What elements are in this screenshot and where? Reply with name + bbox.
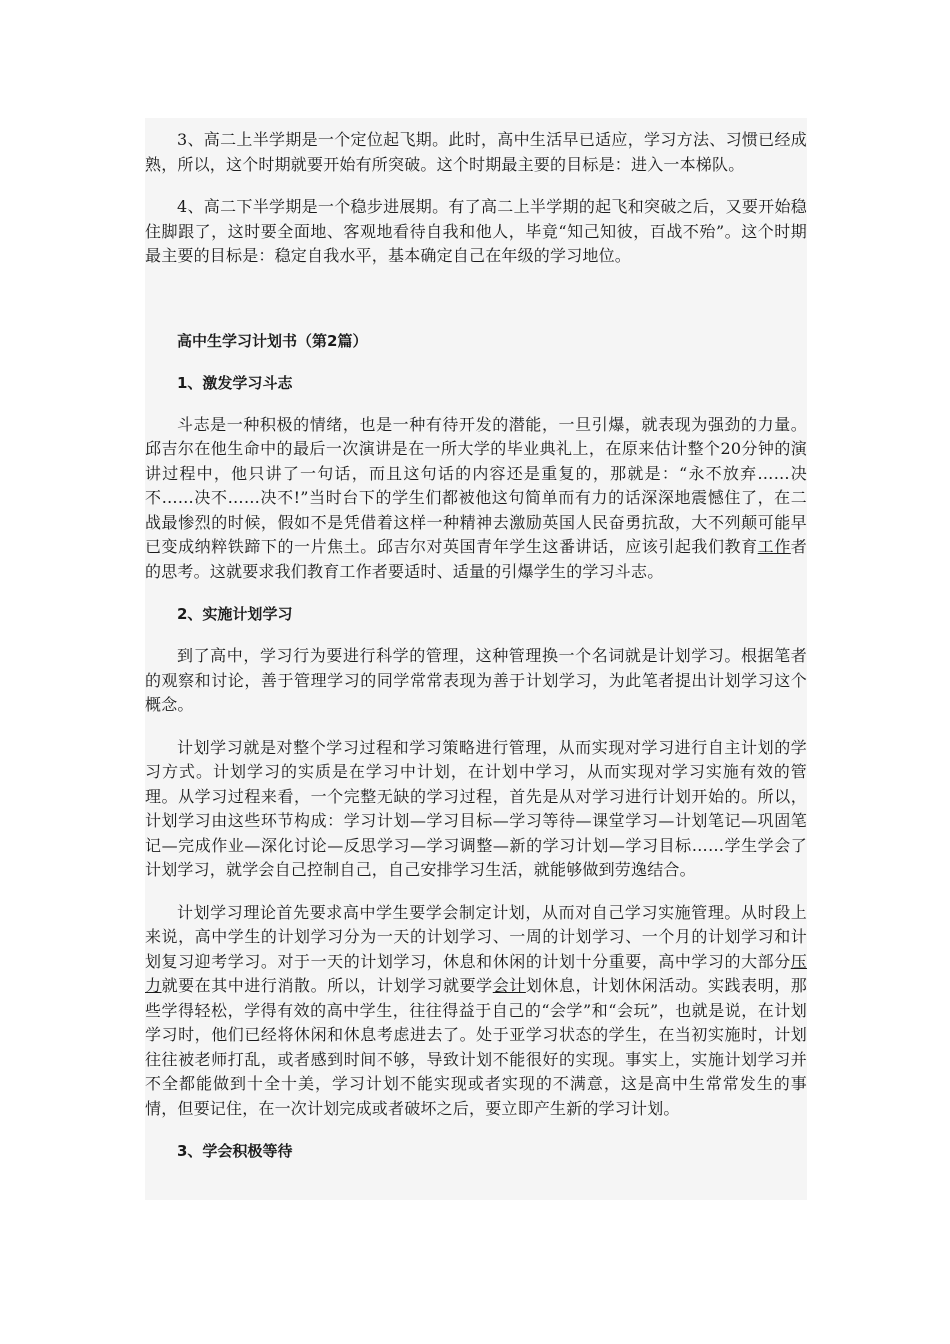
- section-heading-1: 1、激发学习斗志: [177, 373, 293, 392]
- intro-paragraph-3: 3、高二上半学期是一个定位起飞期。此时，高中生活早已适应，学习方法、习惯已经成熟，所以，这个时期就要开始有所突破。这个时期最主要的目标是：进入一本梯队。: [145, 130, 807, 174]
- section1-text-b: 者的思考。这就要求我们教育工作者要适时、适量的引爆学生的学习斗志。: [145, 537, 807, 581]
- pressure-link[interactable]: 压力: [145, 951, 807, 995]
- document-page: [145, 118, 807, 1200]
- section2-p3-text-c: 划休息，计划休闲活动。实践表明，那些学得轻松，学得有效的高中学生，往往得益于自己的“会学”和“会玩”，也就是说，在计划学习时，他们已经将休闲和休息考虑进去了。处于亚学习状态的学生，在当初实施时，计划往往被老师打乱，或者感到时间不够，导致计划不能很好的实现。事实上，实施计划学习并不全都能做到十全十美，学习计划不能实现或者实现的不满意，这是高中生常常发生的事情，但要记住，在一次计划完成或者破坏之后，要立即产生新的学习计划。: [145, 976, 807, 1118]
- article-title: 高中生学习计划书（第2篇）: [177, 331, 368, 350]
- section1-paragraph: [145, 413, 807, 585]
- accounting-link[interactable]: 会计: [492, 976, 526, 995]
- section1-text-a: 斗志是一种积极的情绪，也是一种有待开发的潜能，一旦引爆，就表现为强劲的力量。邱吉尔在他生命中的最后一次演讲是在一所大学的毕业典礼上，在原来估计整个20分钟的演讲过程中，他只讲了一句话，而且这句话的内容还是重复的，那就是：“永不放弃……决不……决不……决不!”当时台下的学生们都被他这句简单而有力的话深深地震憾住了，在二战最惨烈的时候，假如不是凭借着这样一种精神去激励英国人民奋勇抗敌，大不列颠可能早已变成纳粹铁蹄下的一片焦土。邱吉尔对英国青年学生这番讲话，应该引起我们教育: [145, 414, 807, 556]
- section2-paragraph-2: 计划学习就是对整个学习过程和学习策略进行管理，从而实现对学习进行自主计划的学习方式。计划学习的实质是在学习中计划，在计划中学习，从而实现对学习实施有效的管理。从学习过程来看，一个完整无缺的学习过程，首先是从对学习进行计划开始的。所以，计划学习由这些环节构成：学习计划—学习目标—学习等待—课堂学习—计划笔记—巩固笔记—完成作业—深化讨论—反思学习—学习调整—新的学习计划—学习目标……学生学会了计划学习，就学会自己控制自己，自己安排学习生活，就能够做到劳逸结合。: [145, 737, 807, 879]
- section2-p3-text-a: 计划学习理论首先要求高中学生要学会制定计划，从而对自己学习实施管理。从时段上来说，高中学生的计划学习分为一天的计划学习、一周的计划学习、一个月的计划学习和计划复习迎考学习。对于一天的计划学习，休息和休闲的计划十分重要，高中学习的大部分: [145, 902, 807, 971]
- intro-paragraph-4: 4、高二下半学期是一个稳步进展期。有了高二上半学期的起飞和突破之后，又要开始稳住脚跟了，这时要全面地、客观地看待自我和他人，毕竟“知己知彼，百战不殆”。这个时期最主要的目标是：稳定自我水平，基本确定自己在年级的学习地位。: [145, 197, 807, 265]
- section-spacer: [145, 287, 807, 329]
- work-link[interactable]: 工作: [757, 537, 791, 556]
- section-heading-3: 3、学会积极等待: [177, 1142, 293, 1160]
- section-heading-2: 2、实施计划学习: [177, 605, 293, 623]
- section2-p3-text-b: 就要在其中进行消散。所以，计划学习就要学: [161, 976, 493, 995]
- section2-paragraph-3: [145, 901, 807, 1122]
- section2-paragraph-1: 到了高中，学习行为要进行科学的管理，这种管理换一个名词就是计划学习。根据笔者的观察和讨论，善于管理学习的同学常常表现为善于计划学习，为此笔者提出计划学习这个概念。: [145, 646, 807, 714]
